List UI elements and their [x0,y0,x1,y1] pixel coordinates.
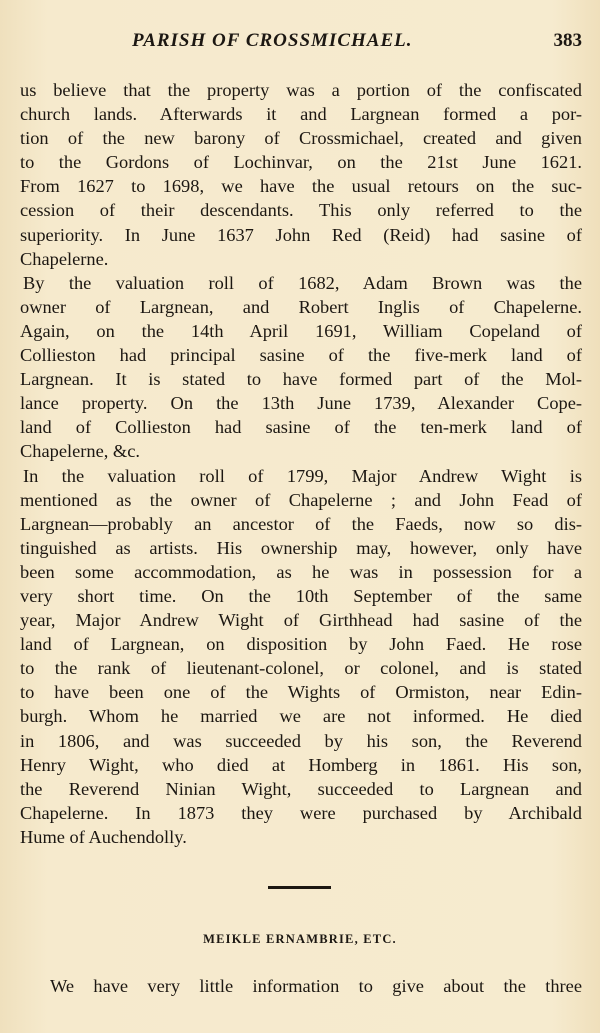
text-line: mentioned as the owner of Chapelerne ; and John Fead of [20,489,582,510]
text-line: very short time. On the 10th September of the same [20,585,582,606]
text-line: land of Largnean, on disposition by John Faed. He rose [20,634,582,655]
text-line: Again, on the 14th April 1691, William Copeland of [20,320,582,341]
text-line: in 1806, and was succeeded by his son, the Reverend [20,730,582,751]
page-header [20,30,582,58]
text-line: been some accommodation, as he was in possession for a [20,561,582,582]
text-line: From 1627 to 1698, we have the usual retours on the suc- [20,176,582,197]
text-line: year, Major Andrew Wight of Girthhead had sasine of the [20,610,582,631]
section-heading: MEIKLE ERNAMBRIE, ETC. [203,932,397,946]
page-number: 383 [553,30,582,51]
paragraph-start-line: We have very little information to give about the three [50,976,582,996]
text-line: Chapelerne, &c. [20,441,140,462]
text-line: Collieston had principal sasine of the five-merk land of [20,345,582,366]
text-line: tion of the new barony of Crossmichael, created and given [20,128,582,149]
text-line: Largnean. It is stated to have formed part of the Mol- [20,369,582,390]
text-line: owner of Largnean, and Robert Inglis of Chapelerne. [20,296,582,317]
text-line: land of Collieston had sasine of the ten-merk land of [20,417,582,438]
text-line: Largnean—probably an ancestor of the Faeds, now so dis- [20,513,582,534]
text-line: to the Gordons of Lochinvar, on the 21st June 1621. [20,152,582,173]
text-line: cession of their descendants. This only referred to the [20,200,582,221]
text-line: to the rank of lieutenant-colonel, or colonel, and is stated [20,658,582,679]
text-line: Henry Wight, who died at Homberg in 1861. His son, [20,754,582,775]
paragraph-start-line: By the valuation roll of 1682, Adam Brown was the [23,272,582,293]
body-text [20,78,582,849]
text-line: tinguished as artists. His ownership may, however, only have [20,537,582,558]
text-line: superiority. In June 1637 John Red (Reid) had sasine of [20,224,582,245]
text-line: the Reverend Ninian Wight, succeeded to Largnean and [20,778,582,799]
text-line: Chapelerne. In 1873 they were purchased by Archibald [20,802,582,823]
text-line: Hume of Auchendolly. [20,826,187,847]
section-divider [268,886,331,889]
text-line: to have been one of the Wights of Ormiston, near Edin- [20,682,582,703]
text-line: us believe that the property was a portion of the confiscated [20,80,582,100]
paragraph-start-line: In the valuation roll of 1799, Major Andrew Wight is [23,465,582,486]
text-line: Chapelerne. [20,248,109,269]
text-line: burgh. Whom he married we are not informed. He died [20,706,582,727]
running-title: PARISH OF CROSSMICHAEL. [132,30,413,51]
text-line: church lands. Afterwards it and Largnean formed a por- [20,104,582,125]
text-line: lance property. On the 13th June 1739, Alexander Cope- [20,393,582,414]
